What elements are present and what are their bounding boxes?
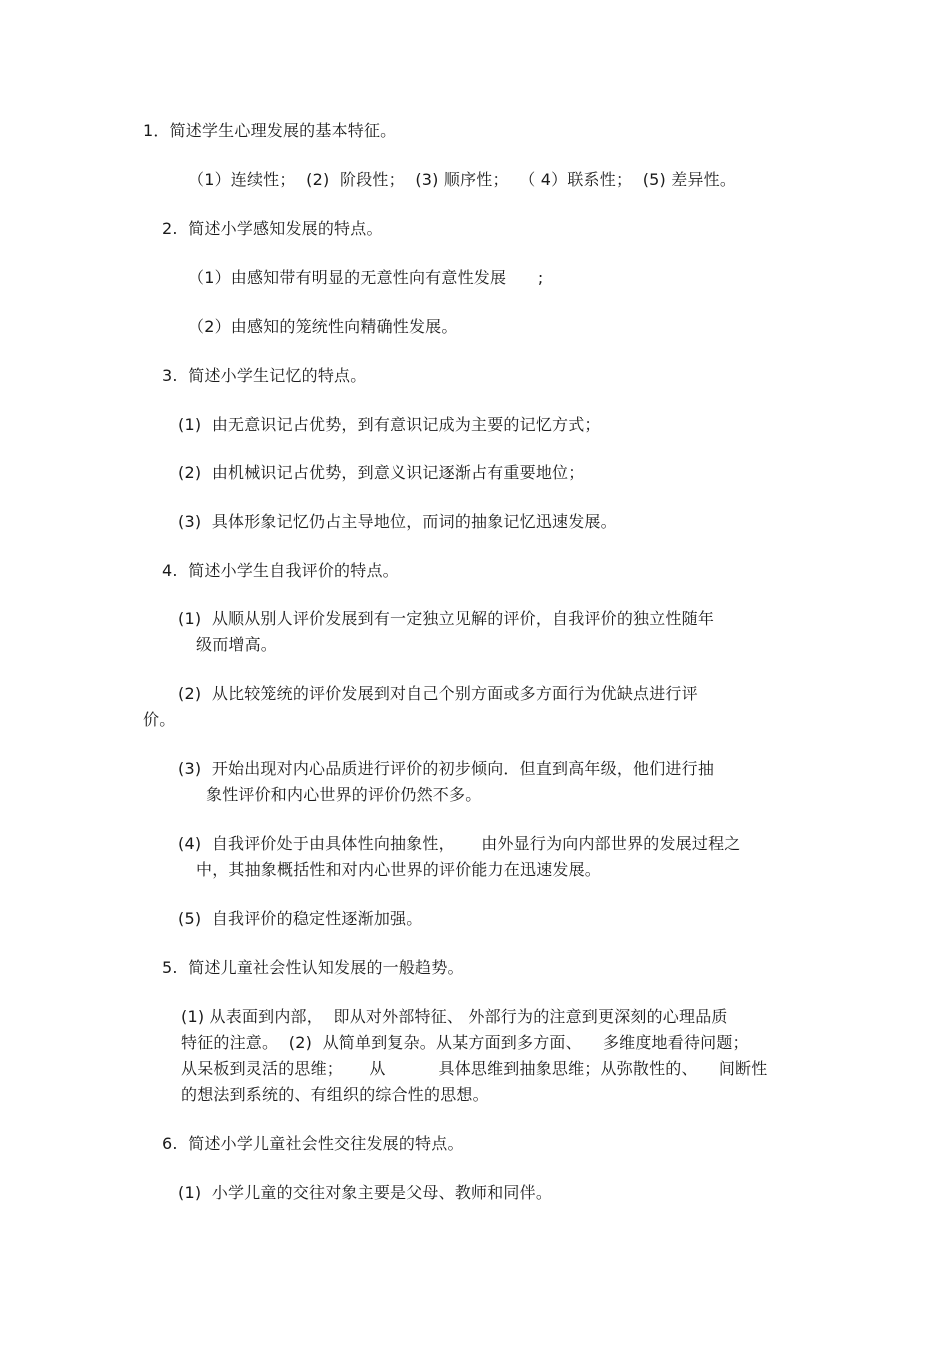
question-2-item-1: （1）由感知带有明显的无意性向有意性发展 ;	[188, 268, 544, 287]
question-5-title: 5. 简述儿童社会性认知发展的一般趋势。	[162, 958, 464, 977]
question-3-item-3: (3) 具体形象记忆仍占主导地位，而词的抽象记忆迅速发展。	[178, 512, 617, 531]
question-4-item-4-line-2: 中，其抽象概括性和对内心世界的评价能力在迅速发展。	[196, 860, 602, 879]
question-4-item-4-line-1: (4) 自我评价处于由具体性向抽象性， 由外显行为向内部世界的发展过程之	[178, 834, 741, 853]
question-5-line-3: 从呆板到灵活的思维； 从 具体思维到抽象思维；从弥散性的、 间断性	[181, 1059, 768, 1078]
question-2-item-2: （2）由感知的笼统性向精确性发展。	[188, 317, 458, 336]
question-3-item-2: (2) 由机械识记占优势，到意义识记逐渐占有重要地位；	[178, 463, 585, 482]
question-1-answer: （1）连续性； (2) 阶段性； (3) 顺序性； （ 4）联系性； (5) 差异性。	[188, 170, 737, 189]
question-4-item-1-line-1: (1) 从顺从别人评价发展到有一定独立见解的评价，自我评价的独立性随年	[178, 609, 715, 628]
question-4-item-3-line-2: 象性评价和内心世界的评价仍然不多。	[206, 785, 482, 804]
question-4-title: 4. 简述小学生自我评价的特点。	[162, 561, 399, 580]
question-4-item-1-line-2: 级而增高。	[196, 635, 278, 654]
question-3-item-1: (1) 由无意识记占优势，到有意识记成为主要的记忆方式；	[178, 415, 601, 434]
question-6-item-1: (1) 小学儿童的交往对象主要是父母、教师和同伴。	[178, 1183, 553, 1202]
question-4-item-3-line-1: (3) 开始出现对内心品质进行评价的初步倾向．但直到高年级，他们进行抽	[178, 759, 715, 778]
question-5-line-1: (1) 从表面到内部， 即从对外部特征、 外部行为的注意到更深刻的心理品质	[181, 1007, 728, 1026]
question-5-line-2: 特征的注意。 (2) 从简单到复杂。从某方面到多方面、 多维度地看待问题；	[181, 1033, 749, 1052]
question-3-title: 3. 简述小学生记忆的特点。	[162, 366, 367, 385]
question-2-title: 2. 简述小学感知发展的特点。	[162, 219, 383, 238]
question-5-line-4: 的想法到系统的、有组织的综合性的思想。	[181, 1085, 489, 1104]
question-1-title: 1．简述学生心理发展的基本特征。	[143, 121, 397, 140]
question-4-item-2-line-1: (2) 从比较笼统的评价发展到对自己个别方面或多方面行为优缺点进行评	[178, 684, 698, 703]
question-6-title: 6. 简述小学儿童社会性交往发展的特点。	[162, 1134, 464, 1153]
question-4-item-2-line-2: 价。	[143, 710, 176, 729]
question-4-item-5: (5) 自我评价的稳定性逐渐加强。	[178, 909, 423, 928]
